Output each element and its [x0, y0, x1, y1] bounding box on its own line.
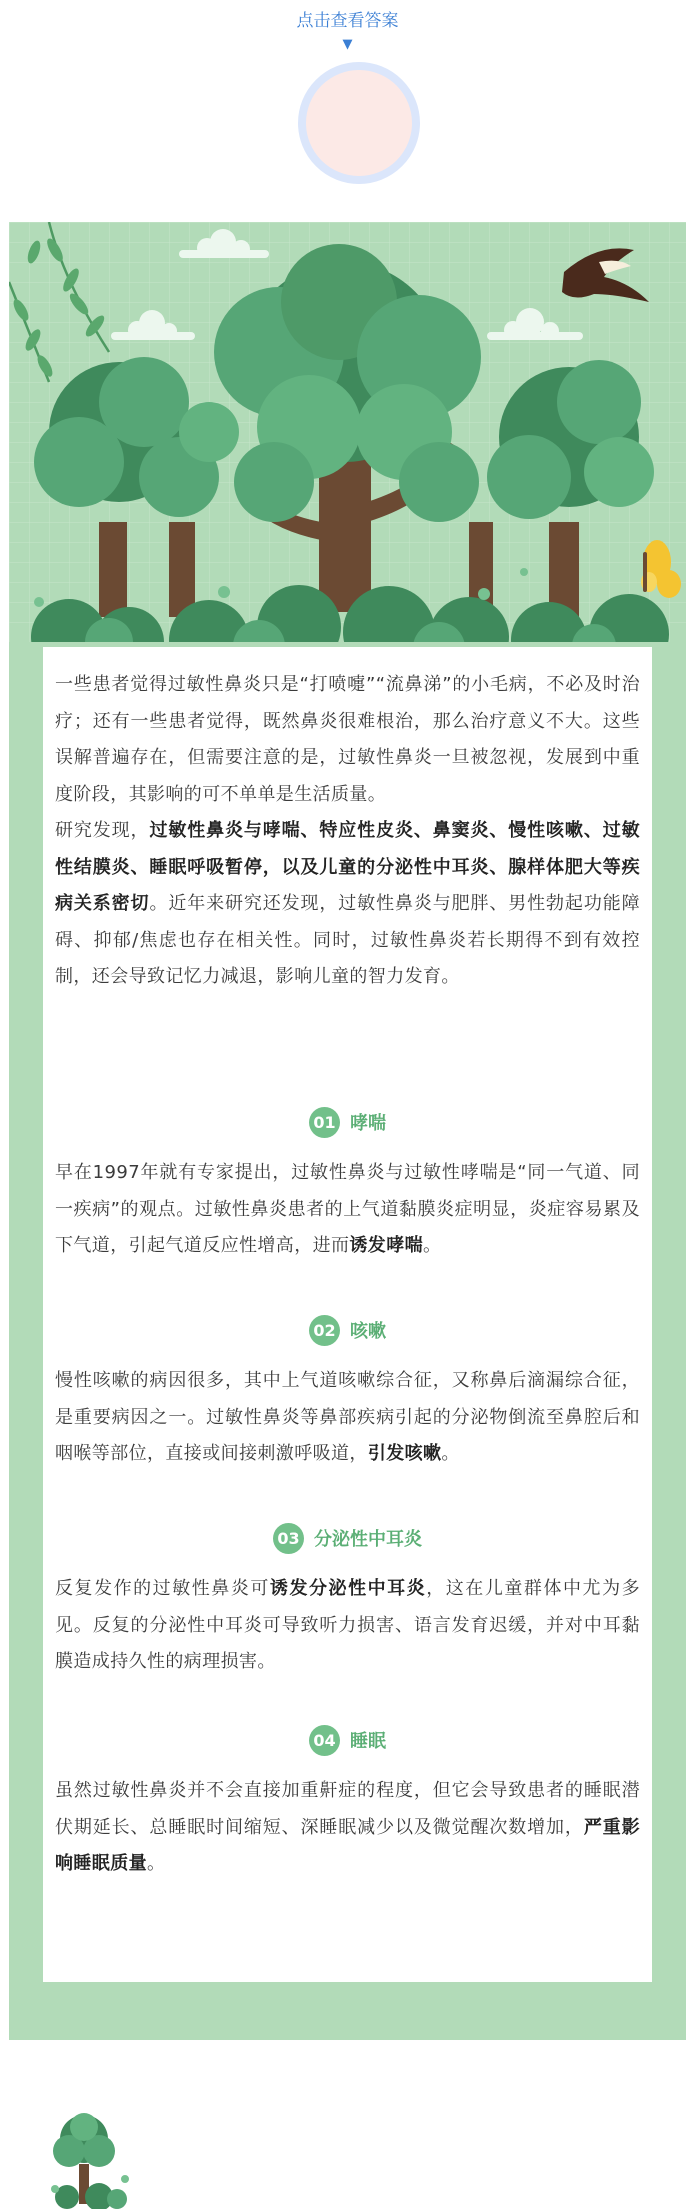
section-text-end: 。: [441, 1443, 460, 1464]
intro-p2-start: 研究发现，: [55, 820, 150, 841]
section-text-otitis: [55, 1571, 640, 1681]
section-text-emphasis: 诱发哮喘: [349, 1235, 424, 1256]
reveal-answer-label[interactable]: 点击查看答案: [296, 11, 399, 31]
intro-p2-emphasis: 过敏性鼻炎与哮喘、特应性皮炎、鼻窦炎、慢性咳嗽、过敏性结膜炎、睡眠呼吸暂停，以及儿童的分泌性中耳炎、腺样体肥大等疾病关系密切: [55, 820, 640, 914]
section-heading-asthma: [43, 1105, 652, 1139]
intro-paragraph-1: 一些患者觉得过敏性鼻炎只是“打喷嚏”“流鼻涕”的小毛病，不必及时治疗；还有一些患者觉得，既然鼻炎很难根治，那么治疗意义不大。这些误解普遍存在，但需要注意的是，过敏性鼻炎一旦被忽视，发展到中重度阶段，其影响的可不单单是生活质量。: [55, 674, 640, 805]
section-text-start: 慢性咳嗽的病因很多，其中上气道咳嗽综合征，又称鼻后滴漏综合征，是重要病因之一。过敏性鼻炎等鼻部疾病引起的分泌物倒流至鼻腔后和咽喉等部位，直接或间接刺激呼吸道，: [55, 1370, 640, 1464]
intro-paragraph-2: [55, 813, 640, 996]
section-number-badge: 02: [309, 1315, 340, 1346]
tree-icon: [47, 2109, 137, 2209]
section-number-badge: 04: [309, 1725, 340, 1756]
section-text-end: ，这在儿童群体中尤为多见。反复的分泌性中耳炎可导致听力损害、语言发育迟缓，并对中耳黏膜造成持久性的病理损害。: [55, 1578, 641, 1672]
forest-banner-illustration: [9, 222, 686, 642]
section-text-start: 反复发作的过敏性鼻炎可: [55, 1578, 270, 1599]
section-title: 睡眠: [350, 1731, 386, 1752]
section-text-start: 早在1997年就有专家提出，过敏性鼻炎与过敏性哮喘是“同一气道、同一疾病”的观点。过敏性鼻炎患者的上气道黏膜炎症明显，炎症容易累及下气道，引起气道反应性增高，进而: [55, 1162, 640, 1256]
section-text-emphasis: 严重影响睡眠质量: [55, 1816, 641, 1874]
caret-down-icon: ▼: [342, 37, 353, 52]
section-title: 咳嗽: [350, 1321, 386, 1342]
section-text-sleep: [55, 1773, 640, 1883]
section-text-cough: [55, 1363, 640, 1473]
section-text-asthma: [55, 1155, 640, 1265]
content-card: [43, 647, 652, 1982]
answer-reveal-circle[interactable]: [298, 62, 420, 184]
section-text-emphasis: 引发咳嗽: [367, 1443, 442, 1464]
section-title: 哮喘: [350, 1113, 386, 1134]
section-number-badge: 03: [273, 1523, 304, 1554]
article-frame: [9, 222, 686, 2040]
section-title: 分泌性中耳炎: [314, 1529, 422, 1550]
section-text-end: 。: [147, 1853, 166, 1874]
section-number-badge: 01: [309, 1107, 340, 1138]
section-heading-cough: [43, 1313, 652, 1347]
section-text-emphasis: 诱发分泌性中耳炎: [269, 1578, 427, 1599]
section-heading-otitis: [43, 1521, 652, 1555]
section-text-start: 虽然过敏性鼻炎并不会直接加重鼾症的程度，但它会导致患者的睡眠潜伏期延长、总睡眠时间缩短、深睡眠减少以及微觉醒次数增加，: [55, 1780, 640, 1838]
reveal-answer-link[interactable]: [0, 6, 695, 52]
section-heading-sleep: [43, 1723, 652, 1757]
intro-p2-rest: 。近年来研究还发现，过敏性鼻炎与肥胖、男性勃起功能障碍、抑郁/焦虑也存在相关性。同时，过敏性鼻炎若长期得不到有效控制，还会导致记忆力减退，影响儿童的智力发育。: [55, 893, 640, 987]
section-text-end: 。: [423, 1235, 442, 1256]
